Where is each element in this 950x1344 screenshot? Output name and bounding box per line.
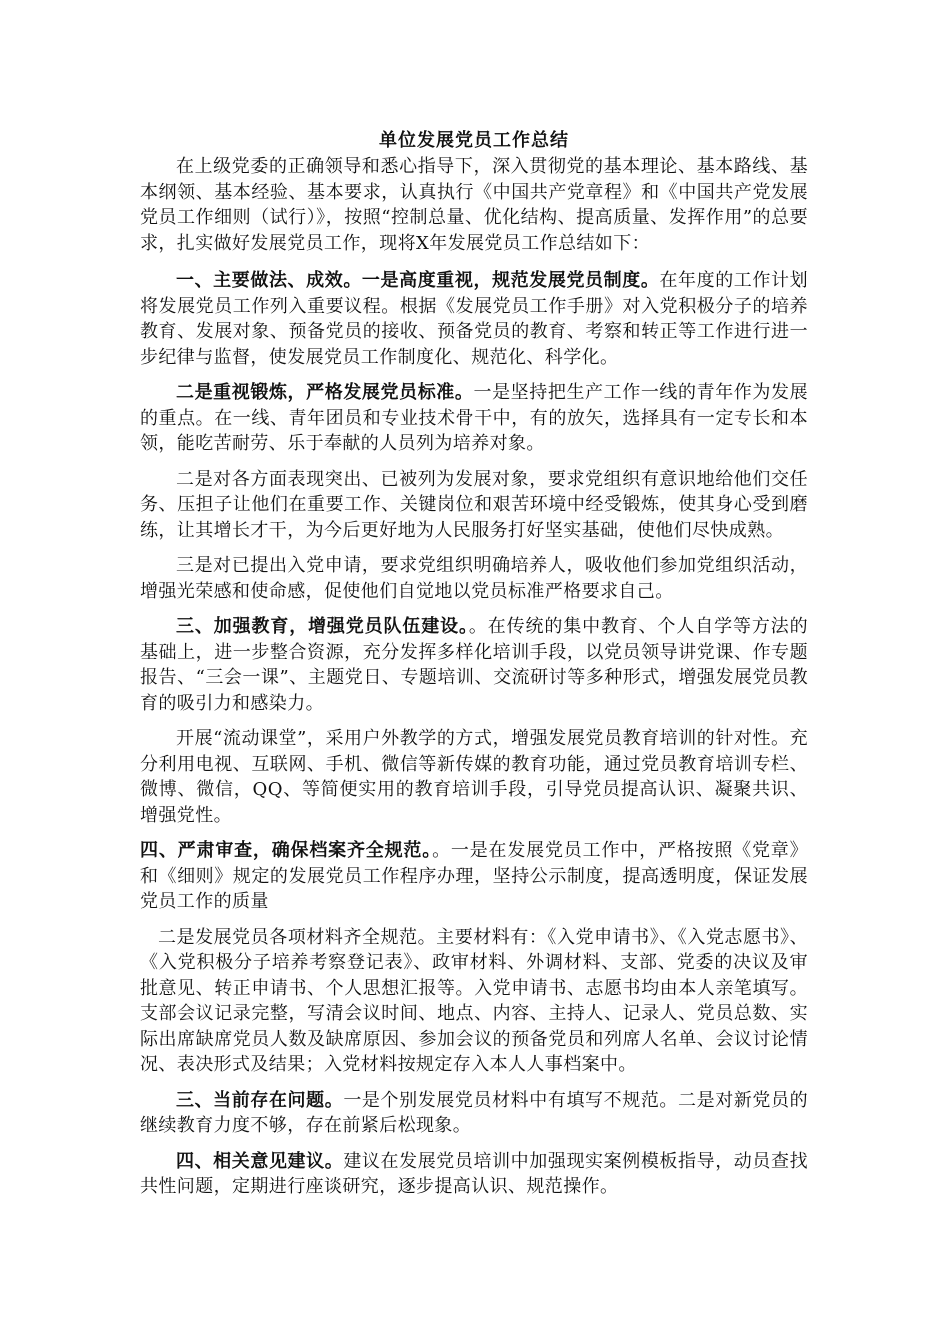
section-2-heading: 二是重视锻炼，严格发展党员标准。	[176, 382, 474, 403]
section-6-body: 建议在发展党员培训中加强现实案例模板指导，动员查找共性问题，定期进行座谈研究，逐步提高认识、规范操作。	[140, 1150, 808, 1197]
section-5-body: 一是个别发展党员材料中有填写不规范。二是对新党员的继续教育力度不够，存在前紧后松现象。	[140, 1089, 808, 1136]
section-2-paragraph-3	[140, 553, 808, 604]
section-5-paragraph	[140, 1088, 808, 1139]
section-3-heading: 三、加强教育，增强党员队伍建设。	[176, 616, 469, 637]
section-2-p3-text: 三是对已提出入党申请，要求党组织明确培养人，吸收他们参加党组织活动，增强光荣感和使命感，促使他们自觉地以党员标准严格要求自己。	[140, 555, 808, 602]
section-4-heading: 四、严肃审查，确保档案齐全规范。	[140, 840, 433, 861]
document-page	[140, 128, 808, 1200]
section-6-paragraph	[140, 1149, 808, 1200]
section-3-paragraph	[140, 614, 808, 716]
section-2-paragraph-2	[140, 467, 808, 544]
section-6-heading: 四、相关意见建议。	[176, 1150, 344, 1172]
section-3-paragraph-2	[140, 726, 808, 828]
section-2-p2-text: 二是对各方面表现突出、已被列为发展对象，要求党组织有意识地给他们交任务、压担子让他们在重要工作、关键岗位和艰苦环境中经受锻炼，使其身心受到磨练，让其增长才干，为今后更好地为人民服务打好坚实基础，使他们尽快成熟。	[140, 468, 808, 541]
section-5-heading: 三、当前存在问题。	[176, 1089, 344, 1111]
section-2-paragraph	[140, 380, 808, 457]
intro-paragraph	[140, 154, 808, 256]
section-2-body: 一是坚持把生产工作一线的青年作为发展的重点。在一线、青年团员和专业技术骨干中，有的放矢，选择具有一定专长和本领，能吃苦耐劳、乐于奉献的人员列为培养对象。	[140, 382, 808, 454]
intro-text: 在上级党委的正确领导和悉心指导下，深入贯彻党的基本理论、基本路线、基本纲领、基本经验、基本要求，认真执行《中国共产党章程》和《中国共产党发展党员工作细则（试行）》，按照“控制总量、优化结构、提高质量、发挥作用”的总要求，扎实做好发展党员工作，现将X年发展党员工作总结如下：	[140, 156, 808, 254]
document-title: 单位发展党员工作总结	[379, 130, 569, 151]
section-4-body: 。一是在发展党员工作中，严格按照《党章》和《细则》规定的发展党员工作程序办理，坚持公示制度，提高透明度，保证发展党员工作的质量	[140, 840, 808, 912]
section-4-p2-text: 二是发展党员各项材料齐全规范。主要材料有：《入党申请书》、《入党志愿书》、《入党积极分子培养考察登记表》、政审材料、外调材料、支部、党委的决议及审批意见、转正申请书、个人思想汇报等。入党申请书、志愿书均由本人亲笔填写。支部会议记录完整，写清会议时间、地点、内容、主持人、记录人、党员总数、实际出席缺席党员人数及缺席原因、参加会议的预备党员和列席人名单、会议讨论情况、表决形式及结果；入党材料按规定存入本人人事档案中。	[140, 926, 808, 1075]
section-1-paragraph	[140, 268, 808, 370]
section-4-paragraph	[140, 838, 808, 915]
section-1-body: 在年度的工作计划将发展党员工作列入重要议程。根据《发展党员工作手册》对入党积极分子的培养教育、发展对象、预备党员的接收、预备党员的教育、考察和转正等工作进行进一步纪律与监督，使发展党员工作制度化、规范化、科学化。	[140, 270, 808, 368]
section-3-p2-text: 开展“流动课堂”，采用户外教学的方式，增强发展党员教育培训的针对性。充分利用电视、互联网、手机、微信等新传媒的教育功能，通过党员教育培训专栏、微博、微信，QQ、等简便实用的教育培训手段，引导党员提高认识、凝聚共识、增强党性。	[140, 728, 808, 826]
section-4-paragraph-2	[140, 925, 808, 1078]
section-3-body: 。在传统的集中教育、个人自学等方法的基础上，进一步整合资源，充分发挥多样化培训手段，以党员领导讲党课、作专题报告、“三会一课”、主题党日、专题培训、交流研讨等多种形式，增强发展党员教育的吸引力和感染力。	[140, 616, 809, 714]
section-1-heading: 一、主要做法、成效。一是高度重视，规范发展党员制度。	[176, 270, 660, 291]
